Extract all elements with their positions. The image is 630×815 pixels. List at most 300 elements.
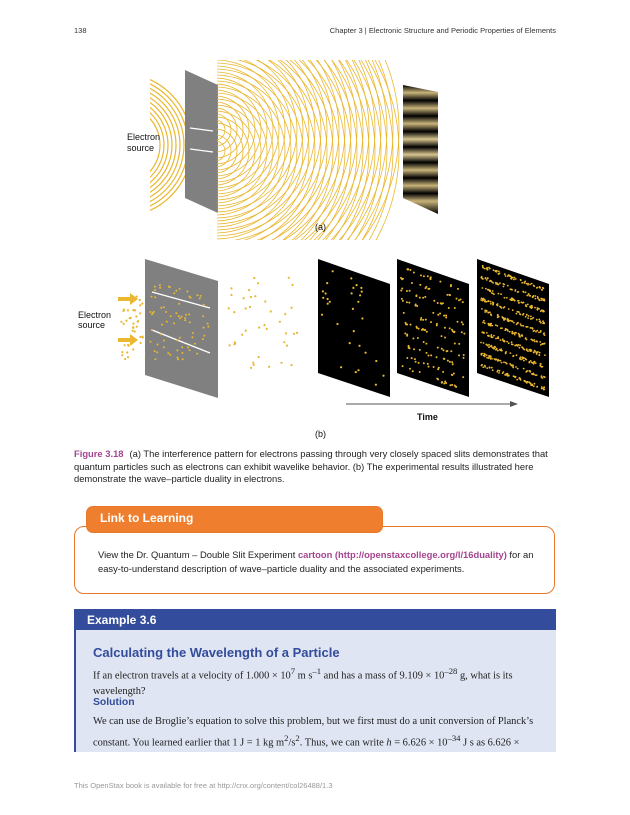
electron-dot <box>490 280 492 282</box>
electron-dot <box>170 315 172 317</box>
electron-dot <box>141 336 143 338</box>
electron-dot <box>150 341 152 343</box>
electron-dot <box>296 332 298 334</box>
electron-dot <box>402 365 404 367</box>
electron-dot <box>351 292 353 294</box>
electron-dot <box>526 370 528 372</box>
electron-dot <box>496 304 498 306</box>
electron-dot <box>136 326 138 328</box>
electron-dot <box>491 336 493 338</box>
electron-dot <box>137 320 139 322</box>
electron-dot <box>542 320 544 322</box>
electron-dot <box>539 354 541 356</box>
electron-dot <box>441 381 443 383</box>
electron-dot <box>532 317 534 319</box>
electron-dot <box>136 296 138 298</box>
electron-dot <box>497 370 499 372</box>
electron-dot <box>532 296 534 298</box>
electron-dot <box>542 377 544 379</box>
electron-dot <box>207 326 209 328</box>
electron-dot <box>498 284 500 286</box>
electron-dot <box>499 349 501 351</box>
electron-dot <box>228 307 230 309</box>
electron-dot <box>530 316 532 318</box>
electron-dot <box>408 302 410 304</box>
electron-dot <box>531 283 533 285</box>
electron-dot <box>533 285 535 287</box>
electron-dot <box>514 300 516 302</box>
electron-dot <box>517 322 519 324</box>
electron-dot <box>508 342 510 344</box>
electron-dot <box>507 285 509 287</box>
electron-dot <box>127 344 129 346</box>
electron-dot <box>449 384 451 386</box>
electron-dot <box>514 345 516 347</box>
electron-dot <box>533 385 535 387</box>
electron-dot <box>175 312 177 314</box>
electron-dot <box>505 351 507 353</box>
electron-dot <box>169 286 171 288</box>
electron-dot <box>154 350 156 352</box>
electron-dot <box>203 327 205 329</box>
electron-dot <box>234 341 236 343</box>
electron-dot <box>437 347 439 349</box>
example-title: Calculating the Wavelength of a Particle <box>93 645 340 660</box>
electron-dot <box>192 332 194 334</box>
electron-dot <box>491 325 493 327</box>
electron-dot <box>496 270 498 272</box>
electron-dot <box>492 290 494 292</box>
electron-dot <box>424 296 426 298</box>
electron-dot <box>512 355 514 357</box>
electron-dot <box>179 337 181 339</box>
electron-dot <box>482 366 484 368</box>
electron-dot <box>458 299 460 301</box>
page-number: 138 <box>74 26 87 35</box>
electron-dot <box>258 356 260 358</box>
electron-dot <box>511 289 513 291</box>
electron-dot <box>536 353 538 355</box>
electron-dot <box>503 284 505 286</box>
electron-dot <box>482 322 484 324</box>
electron-dot <box>448 307 450 309</box>
electron-dot <box>190 297 192 299</box>
electron-dot <box>525 316 527 318</box>
slit-plate <box>185 70 218 213</box>
electron-dot <box>446 294 448 296</box>
electron-dot <box>489 289 491 291</box>
electron-dot <box>413 348 415 350</box>
electron-dot <box>516 313 518 315</box>
electron-dot <box>402 300 404 302</box>
electron-dot <box>132 348 134 350</box>
electron-dot <box>535 295 537 297</box>
electron-dot <box>542 311 544 313</box>
electron-dot <box>512 309 514 311</box>
electron-dot <box>483 353 485 355</box>
electron-dot <box>430 278 432 280</box>
electron-dot <box>484 365 486 367</box>
electron-dot <box>160 307 162 309</box>
electron-dot <box>291 307 293 309</box>
electron-dot <box>441 335 443 337</box>
electron-dot <box>500 339 502 341</box>
electron-dot <box>525 359 527 361</box>
electron-dot <box>529 349 531 351</box>
electron-dot <box>520 279 522 281</box>
electron-dot <box>497 350 499 352</box>
electron-dot <box>375 384 377 386</box>
electron-dot <box>132 323 134 325</box>
electron-dot <box>437 368 439 370</box>
electron-dot <box>134 330 136 332</box>
electron-dot <box>543 300 545 302</box>
electron-dot <box>356 284 358 286</box>
electron-dot <box>498 316 500 318</box>
electron-dot <box>270 310 272 312</box>
electron-dot <box>536 341 538 343</box>
electron-dot <box>411 357 413 359</box>
electron-dot <box>156 351 158 353</box>
electron-dot <box>432 312 434 314</box>
electron-dot <box>285 332 287 334</box>
electron-dot <box>127 309 129 311</box>
electron-dot <box>493 348 495 350</box>
electron-dot <box>439 313 441 315</box>
electron-dot <box>433 300 435 302</box>
electron-dot <box>451 384 453 386</box>
electron-dot <box>510 275 512 277</box>
electron-dot <box>177 358 179 360</box>
electron-dot <box>176 339 178 341</box>
electron-dot <box>322 290 324 292</box>
electron-dot <box>349 342 351 344</box>
electron-dot <box>451 374 453 376</box>
electron-dot <box>538 319 540 321</box>
electron-dot <box>444 337 446 339</box>
electron-dot <box>482 266 484 268</box>
electron-dot <box>199 297 201 299</box>
electron-dot <box>425 343 427 345</box>
electron-dot <box>525 291 527 293</box>
electron-dot <box>490 301 492 303</box>
electron-dot <box>519 344 521 346</box>
electron-dot <box>403 312 405 314</box>
electron-dot <box>525 337 527 339</box>
electron-dot <box>530 305 532 307</box>
electron-dot <box>523 302 525 304</box>
electron-dot <box>510 288 512 290</box>
electron-dot <box>245 330 247 332</box>
electron-dot <box>427 363 429 365</box>
electron-dot <box>410 324 412 326</box>
electron-dot <box>508 308 510 310</box>
electron-dot <box>520 323 522 325</box>
electron-dot <box>182 358 184 360</box>
electron-dot <box>427 288 429 290</box>
electron-dot <box>532 362 534 364</box>
electron-dot <box>445 317 447 319</box>
electron-dot <box>409 347 411 349</box>
electron-dot <box>483 320 485 322</box>
electron-dot <box>496 283 498 285</box>
electron-dot <box>409 290 411 292</box>
electron-dot <box>443 349 445 351</box>
electron-dot <box>486 354 488 356</box>
electron-dot <box>327 303 329 305</box>
electron-dot <box>439 281 441 283</box>
electron-dot <box>519 313 521 315</box>
electron-dot <box>423 362 425 364</box>
electron-dot <box>129 317 131 319</box>
electron-dot <box>140 342 142 344</box>
electron-dot <box>487 335 489 337</box>
electron-dot <box>406 290 408 292</box>
electron-dot <box>427 275 429 277</box>
electron-dot <box>151 329 153 331</box>
electron-dot <box>406 301 408 303</box>
electron-dot <box>517 311 519 313</box>
electron-dot <box>257 282 259 284</box>
electron-dot <box>184 317 186 319</box>
electron-dot <box>121 354 123 356</box>
electron-dot <box>521 282 523 284</box>
electron-dot <box>541 309 543 311</box>
electron-dot <box>528 381 530 383</box>
electron-dot <box>360 287 362 289</box>
electron-dot <box>418 362 420 364</box>
electron-dot <box>527 317 529 319</box>
electron-dot <box>500 293 502 295</box>
electron-dot <box>493 293 495 295</box>
electron-dot <box>510 320 512 322</box>
electron-dot <box>253 364 255 366</box>
electron-dot <box>443 383 445 385</box>
electron-dot <box>283 341 285 343</box>
electron-dot <box>359 294 361 296</box>
electron-dot <box>228 344 230 346</box>
electron-dot <box>186 291 188 293</box>
electron-dot <box>421 329 423 331</box>
electron-dot <box>510 364 512 366</box>
electron-dot <box>515 366 517 368</box>
electron-dot <box>202 315 204 317</box>
electron-dot <box>538 299 540 301</box>
electron-dot <box>358 345 360 347</box>
electron-dot <box>505 373 507 375</box>
electron-dot <box>454 307 456 309</box>
electron-dot <box>534 383 536 385</box>
electron-dot <box>519 347 521 349</box>
electron-dot <box>498 293 500 295</box>
electron-source-label-a: Electron <box>127 132 161 142</box>
electron-dot <box>203 304 205 306</box>
electron-dot <box>531 384 533 386</box>
electron-dot <box>420 274 422 276</box>
electron-dot <box>419 284 421 286</box>
electron-dot <box>533 361 535 363</box>
electron-dot <box>536 319 538 321</box>
electron-dot <box>524 281 526 283</box>
electron-dot <box>531 318 533 320</box>
electron-dot <box>445 315 447 317</box>
electron-dot <box>511 277 513 279</box>
electron-dot <box>291 284 293 286</box>
electron-dot <box>484 299 486 301</box>
electron-dot <box>485 278 487 280</box>
electron-dot <box>166 321 168 323</box>
electron-dot <box>526 305 528 307</box>
electron-dot <box>284 313 286 315</box>
electron-dot <box>462 323 464 325</box>
electron-dot <box>290 364 292 366</box>
electron-dot <box>529 284 531 286</box>
electron-dot <box>490 303 492 305</box>
electron-dot <box>516 354 518 356</box>
electron-dot <box>540 330 542 332</box>
caption-text: (a) The interference pattern for electrons passing through very closely spaced slits demonstrates that quantum particles such as electrons can exhibit wavelike behavior. (b) The experimental results illustrated here demonstrate the wave–particle duality in electrons. <box>74 448 548 484</box>
electron-dot <box>483 342 485 344</box>
electron-dot <box>542 343 544 345</box>
electron-dot <box>509 331 511 333</box>
electron-dot <box>454 385 456 387</box>
electron-dot <box>406 334 408 336</box>
electron-dot <box>523 313 525 315</box>
electron-dot <box>528 370 530 372</box>
electron-dot <box>442 371 444 373</box>
electron-dot <box>535 351 537 353</box>
electron-dot <box>159 287 161 289</box>
slit-plate-b <box>145 259 218 398</box>
electron-dot <box>488 312 490 314</box>
electron-dot <box>454 343 456 345</box>
electron-dot <box>511 298 513 300</box>
electron-dot <box>494 346 496 348</box>
electron-dot <box>161 324 163 326</box>
electron-dot <box>521 346 523 348</box>
electron-dot <box>481 287 483 289</box>
electron-dot <box>151 313 153 315</box>
electron-dot <box>507 320 509 322</box>
electron-dot <box>450 285 452 287</box>
electron-dot <box>528 293 530 295</box>
electron-dot <box>444 327 446 329</box>
figure-3-18-a <box>0 0 630 240</box>
electron-dot <box>542 322 544 324</box>
electron-dot <box>481 331 483 333</box>
electron-dot <box>268 366 270 368</box>
electron-dot <box>194 343 196 345</box>
panel-label-a: (a) <box>315 222 326 232</box>
electron-dot <box>178 303 180 305</box>
electron-dot <box>181 316 183 318</box>
electron-dot <box>179 317 181 319</box>
electron-dot <box>203 335 205 337</box>
electron-dot <box>495 270 497 272</box>
electron-dot <box>245 307 247 309</box>
electron-dot <box>486 279 488 281</box>
electron-dot <box>279 321 281 323</box>
electron-dot <box>154 289 156 291</box>
electron-dot <box>533 339 535 341</box>
electron-dot <box>519 378 521 380</box>
electron-dot <box>415 304 417 306</box>
electron-dot <box>353 330 355 332</box>
electron-dot <box>537 308 539 310</box>
electron-dot <box>401 298 403 300</box>
electron-dot <box>419 349 421 351</box>
electron-dot <box>446 350 448 352</box>
electron-dot <box>124 297 126 299</box>
electron-dot <box>507 329 509 331</box>
electron-dot <box>487 277 489 279</box>
cartoon-link[interactable]: cartoon (http://openstaxcollege.org/l/16duality) <box>297 549 507 560</box>
electron-dot <box>416 327 418 329</box>
electron-dot <box>498 372 500 374</box>
electron-dot <box>332 270 334 272</box>
electron-dot <box>510 352 512 354</box>
electron-source-label-a-2: source <box>127 143 155 153</box>
electron-dot <box>485 344 487 346</box>
electron-dot <box>189 349 191 351</box>
electron-dot <box>154 286 156 288</box>
electron-dot <box>530 383 532 385</box>
electron-dot <box>433 366 435 368</box>
electron-dot <box>160 333 162 335</box>
electron-dot <box>443 358 445 360</box>
electron-dot <box>542 387 544 389</box>
electron-dot <box>537 297 539 299</box>
electron-dot <box>509 299 511 301</box>
electron-dot <box>532 328 534 330</box>
electron-dot <box>539 341 541 343</box>
electron-dot <box>454 331 456 333</box>
electron-dot <box>541 375 543 377</box>
electron-dot <box>173 322 175 324</box>
electron-dot <box>529 361 531 363</box>
electron-dot <box>449 327 451 329</box>
electron-dot <box>173 292 175 294</box>
electron-dot <box>177 357 179 359</box>
electron-dot <box>422 297 424 299</box>
electron-arrows <box>118 293 138 346</box>
electron-dot <box>542 366 544 368</box>
electron-dot <box>499 370 501 372</box>
electron-dot <box>436 356 438 358</box>
electron-dot <box>506 341 508 343</box>
electron-dot <box>484 356 486 358</box>
electron-dot <box>264 300 266 302</box>
electron-dot <box>325 292 327 294</box>
electron-dot <box>544 354 546 356</box>
electron-dot <box>445 382 447 384</box>
electron-dot <box>523 357 525 359</box>
electron-dot <box>139 299 141 301</box>
electron-dot <box>184 319 186 321</box>
electron-dot <box>365 352 367 354</box>
electron-dot <box>493 269 495 271</box>
electron-dot <box>503 371 505 373</box>
electron-dot <box>196 294 198 296</box>
electron-dot <box>531 350 533 352</box>
electron-dot <box>230 287 232 289</box>
electron-dot <box>533 330 535 332</box>
electron-dot <box>422 319 424 321</box>
electron-dot <box>361 317 363 319</box>
electron-dot <box>258 327 260 329</box>
electron-dot <box>408 345 410 347</box>
electron-dot <box>489 311 491 313</box>
